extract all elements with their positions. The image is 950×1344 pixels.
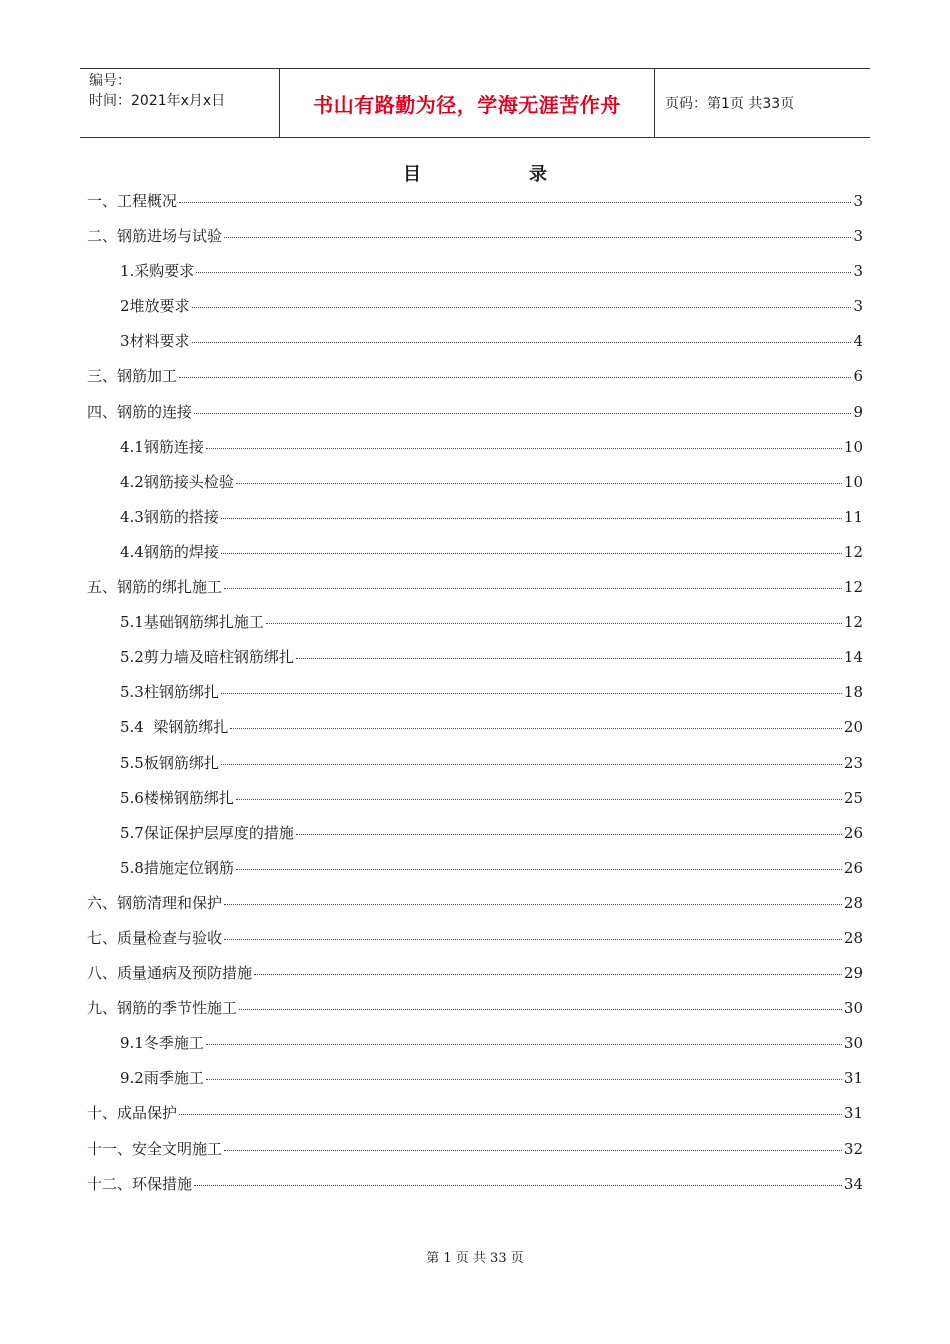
toc-entry-page: 12 — [843, 613, 863, 632]
toc-leader-dots — [224, 904, 842, 905]
toc-entry-label: 三、钢筋加工 — [87, 367, 178, 386]
toc-entry[interactable] — [87, 295, 863, 330]
toc-entry-label: 一、工程概况 — [87, 192, 178, 210]
toc-entry-page: 12 — [843, 542, 863, 561]
toc-leader-dots — [236, 483, 842, 484]
toc-leader-dots — [221, 764, 842, 765]
table-of-contents — [87, 190, 863, 1208]
toc-leader-dots — [239, 1009, 842, 1010]
toc-entry-page: 29 — [843, 964, 863, 983]
toc-leader-dots — [192, 307, 852, 308]
toc-entry[interactable] — [87, 822, 863, 857]
toc-entry-label: 十一、安全文明施工 — [87, 1139, 223, 1158]
toc-entry-label: 9.2雨季施工 — [120, 1069, 204, 1088]
toc-entry-page: 6 — [853, 367, 863, 386]
toc-entry-label: 九、钢筋的季节性施工 — [87, 999, 238, 1018]
toc-entry-label: 5.5板钢筋绑扎 — [120, 753, 219, 772]
toc-entry[interactable] — [87, 260, 863, 295]
toc-entry-page: 26 — [843, 823, 863, 842]
toc-entry[interactable] — [87, 857, 863, 892]
toc-entry-page: 14 — [843, 648, 863, 667]
toc-entry[interactable] — [87, 752, 863, 787]
toc-entry-label: 十、成品保护 — [87, 1104, 178, 1123]
toc-entry[interactable] — [87, 1102, 863, 1137]
toc-entry-page: 11 — [843, 507, 863, 526]
toc-leader-dots — [194, 1185, 842, 1186]
toc-entry-page: 34 — [843, 1174, 863, 1193]
toc-leader-dots — [196, 272, 851, 273]
toc-leader-dots — [179, 377, 851, 378]
toc-entry[interactable] — [87, 225, 863, 260]
toc-leader-dots — [266, 623, 842, 624]
toc-leader-dots — [206, 1079, 842, 1080]
toc-entry[interactable] — [87, 681, 863, 716]
toc-entry[interactable] — [87, 436, 863, 471]
toc-leader-dots — [206, 1044, 842, 1045]
toc-entry[interactable] — [87, 471, 863, 506]
toc-entry-page: 10 — [843, 472, 863, 491]
toc-entry-label: 四、钢筋的连接 — [87, 402, 193, 421]
toc-entry-label: 5.4 梁钢筋绑扎 — [120, 718, 229, 737]
toc-entry-page: 28 — [843, 893, 863, 912]
toc-entry-page: 3 — [853, 227, 863, 246]
toc-leader-dots — [224, 237, 851, 238]
toc-entry[interactable] — [87, 646, 863, 681]
toc-entry-page: 25 — [843, 788, 863, 807]
toc-entry-label: 八、质量通病及预防措施 — [87, 964, 253, 983]
toc-entry-page: 23 — [843, 753, 863, 772]
toc-entry-label: 1.采购要求 — [120, 262, 195, 281]
toc-entry-label: 4.3钢筋的搭接 — [120, 507, 219, 526]
toc-leader-dots — [194, 413, 851, 414]
toc-entry-page: 18 — [843, 683, 863, 702]
toc-leader-dots — [224, 939, 842, 940]
toc-entry-label: 4.4钢筋的焊接 — [120, 542, 219, 561]
toc-leader-dots — [221, 693, 842, 694]
toc-leader-dots — [296, 658, 842, 659]
toc-leader-dots — [192, 342, 852, 343]
toc-leader-dots — [254, 974, 842, 975]
toc-entry[interactable] — [87, 541, 863, 576]
toc-leader-dots — [236, 869, 842, 870]
toc-entry-label: 5.6楼梯钢筋绑扎 — [120, 788, 234, 807]
toc-leader-dots — [221, 518, 842, 519]
toc-entry-label: 4.1钢筋连接 — [120, 437, 204, 456]
toc-entry[interactable] — [87, 1067, 863, 1102]
toc-entry-label: 六、钢筋清理和保护 — [87, 893, 223, 912]
document-time: 时间：2021年x月x日 — [89, 93, 226, 109]
toc-entry-page: 3 — [853, 262, 863, 281]
toc-entry-page: 3 — [853, 192, 863, 210]
toc-leader-dots — [221, 553, 842, 554]
toc-entry-page: 30 — [843, 1034, 863, 1053]
toc-entry[interactable] — [87, 365, 863, 400]
toc-entry-page: 12 — [843, 578, 863, 597]
toc-entry[interactable] — [87, 506, 863, 541]
toc-title: 目录 — [403, 164, 655, 185]
toc-entry[interactable] — [87, 997, 863, 1032]
header-page-info: 页码：第1页 共33页 — [665, 96, 795, 112]
toc-entry-label: 3材料要求 — [120, 332, 190, 351]
toc-leader-dots — [296, 834, 842, 835]
document-number: 编号： — [89, 73, 131, 89]
toc-entry-label: 七、质量检查与验收 — [87, 928, 223, 947]
toc-entry-page: 10 — [843, 437, 863, 456]
toc-entry-page: 30 — [843, 999, 863, 1018]
toc-entry-label: 9.1冬季施工 — [120, 1034, 204, 1053]
toc-entry[interactable] — [87, 190, 863, 225]
toc-leader-dots — [236, 799, 842, 800]
toc-entry[interactable] — [87, 576, 863, 611]
toc-entry[interactable] — [87, 611, 863, 646]
toc-leader-dots — [206, 448, 842, 449]
toc-leader-dots — [179, 1114, 842, 1115]
toc-entry-page: 31 — [843, 1104, 863, 1123]
toc-entry[interactable] — [87, 401, 863, 436]
header-motto: 书山有路勤为径，学海无涯苦作舟 — [280, 69, 655, 137]
toc-entry[interactable] — [87, 787, 863, 822]
toc-entry-label: 5.8措施定位钢筋 — [120, 858, 234, 877]
toc-entry-label: 十二、环保措施 — [87, 1174, 193, 1193]
toc-entry[interactable] — [87, 1138, 863, 1173]
page-header — [80, 68, 870, 138]
toc-entry-page: 20 — [843, 718, 863, 737]
toc-entry[interactable] — [87, 892, 863, 927]
toc-entry-page: 26 — [843, 858, 863, 877]
page-footer: 第 1 页 共 33 页 — [426, 1251, 524, 1266]
toc-entry[interactable] — [87, 1032, 863, 1067]
toc-entry[interactable] — [87, 962, 863, 997]
toc-entry-page: 32 — [843, 1139, 863, 1158]
toc-entry-page: 31 — [843, 1069, 863, 1088]
toc-entry-page: 9 — [853, 402, 863, 421]
toc-entry[interactable] — [87, 716, 863, 751]
toc-entry-label: 五、钢筋的绑扎施工 — [87, 578, 223, 597]
header-meta — [80, 69, 280, 137]
toc-leader-dots — [224, 588, 842, 589]
toc-entry-label: 5.3柱钢筋绑扎 — [120, 683, 219, 702]
toc-entry-label: 5.2剪力墙及暗柱钢筋绑扎 — [120, 648, 294, 667]
toc-entry-label: 2堆放要求 — [120, 297, 190, 316]
toc-entry-page: 28 — [843, 928, 863, 947]
toc-entry[interactable] — [87, 1173, 863, 1208]
toc-entry-label: 4.2钢筋接头检验 — [120, 472, 234, 491]
toc-leader-dots — [224, 1150, 842, 1151]
toc-leader-dots — [179, 202, 851, 203]
toc-entry-label: 二、钢筋进场与试验 — [87, 227, 223, 246]
toc-entry-page: 3 — [853, 297, 863, 316]
toc-leader-dots — [230, 728, 842, 729]
toc-entry-label: 5.1基础钢筋绑扎施工 — [120, 613, 264, 632]
toc-entry-page: 4 — [853, 332, 863, 351]
toc-entry[interactable] — [87, 927, 863, 962]
toc-entry-label: 5.7保证保护层厚度的措施 — [120, 823, 294, 842]
toc-entry[interactable] — [87, 330, 863, 365]
